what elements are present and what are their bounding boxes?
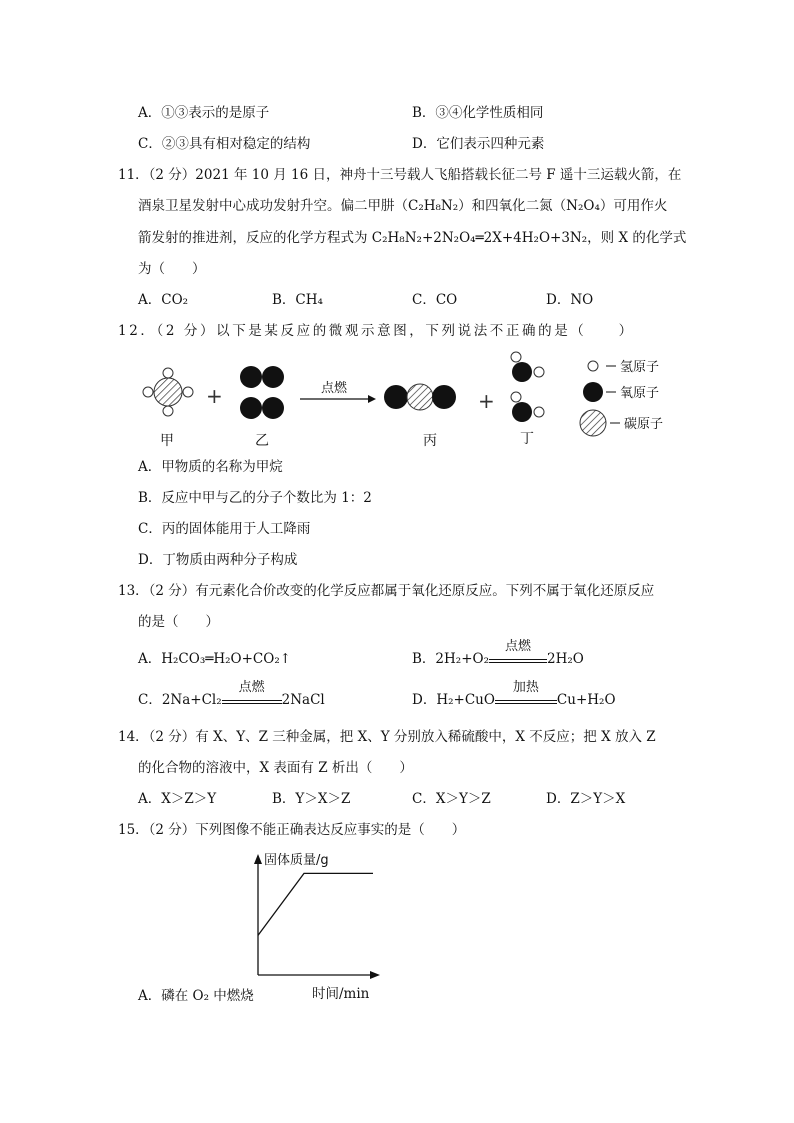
q14-option-d: D．Z＞Y＞X [546,791,626,807]
q13-option-a: A．H₂CO₃═H₂O+CO₂↑ [138,651,292,667]
q14-option-b: B．Y＞X＞Z [272,791,351,807]
double-bar [495,700,557,704]
q14-option-c: C．X＞Y＞Z [412,791,491,807]
q11-stem-line1: 11．（2 分）2021 年 10 月 16 日，神舟十三号载人飞船搭载长征二号 F 遥十三运载火箭，在 [118,167,682,183]
q10-option-c: C．②③具有相对稳定的结构 [138,136,311,152]
x-axis-arrow [370,971,380,979]
q11-option-c: C．CO [412,292,458,308]
q13-d-products: Cu+H₂O [556,692,616,708]
q13-b-products: 2H₂O [547,651,584,667]
q13-b-reactants: B．2H₂+O₂ [412,651,489,667]
double-bar [489,659,547,663]
q13-d-reactants: D．H₂+CuO [412,692,495,708]
molecule-bing [384,384,456,410]
q13-b-condition: 点燃 [504,639,531,654]
plus-sign-2: + [478,389,495,413]
reaction-condition [495,680,557,704]
q15-chart [240,848,390,1003]
molecule-jia [143,368,193,416]
label-yi: 乙 [255,433,269,449]
q11-stem-line3: 箭发射的推进剂，反应的化学方程式为 C₂H₈N₂+2N₂O₄═2X+4H₂O+3N₂，则 X 的化学式 [138,230,687,246]
y-axis-label: 固体质量/g [264,853,329,868]
q11-stem-line2: 酒泉卫星发射中心成功发射升空。偏二甲肼（C₂H₈N₂）和四氧化二氮（N₂O₄）可用作火 [138,198,668,214]
q11-option-d: D．NO [546,292,594,308]
label-ding: 丁 [520,431,534,447]
q15-stem: 15．（2 分）下列图像不能正确表达反应事实的是（ ） [118,822,466,838]
reaction-condition [222,680,282,704]
molecule-ding [511,352,544,422]
reaction-condition [489,639,547,663]
label-jia: 甲 [160,433,174,449]
y-axis-arrow [254,854,262,864]
legend-carbon: 碳原子 [624,417,664,432]
q13-stem-line1: 13．（2 分）有元素化合价改变的化学反应都属于氧化还原反应。下列不属于氧化还原反应 [118,583,655,599]
q11-stem-line4: 为（ ） [138,261,206,277]
q12-stem: 12．（2 分）以下是某反应的微观示意图，下列说法不正确的是（ ） [118,323,635,339]
q10-option-d: D．它们表示四种元素 [412,136,545,152]
plus-sign-1: + [206,384,223,408]
q12-option-a: A．甲物质的名称为甲烷 [138,459,283,475]
q14-stem-line1: 14．（2 分）有 X、Y、Z 三种金属，把 X、Y 分别放入稀硫酸中，X 不反应；把 X 放入 Z [118,729,656,745]
q11-option-a: A．CO₂ [138,292,189,308]
q13-c-products: 2NaCl [281,692,325,708]
q11-option-b: B．CH₄ [272,292,323,308]
label-bing: 丙 [423,433,437,449]
series-line [258,873,373,935]
q13-option-d [412,680,616,710]
q13-c-condition: 点燃 [238,680,265,695]
q14-option-a: A．X＞Z＞Y [138,791,217,807]
q13-d-condition: 加热 [512,680,539,695]
legend-oxygen: 氧原子 [620,386,660,401]
double-bar [222,700,282,704]
reaction-diagram [130,345,690,455]
legend-hydrogen: 氢原子 [620,360,660,375]
q13-option-c [138,680,325,710]
q14-stem-line2: 的化合物的溶液中，X 表面有 Z 析出（ ） [138,760,413,776]
q12-option-c: C．丙的固体能用于人工降雨 [138,521,311,537]
q12-option-b: B．反应中甲与乙的分子个数比为 1：2 [138,490,372,506]
q15-option-a: A．磷在 O₂ 中燃烧 [138,988,254,1004]
q12-option-d: D．丁物质由两种分子构成 [138,552,298,568]
q13-stem-line2: 的是（ ） [138,614,219,630]
x-axis-label: 时间/min [312,986,370,1002]
q10-option-b: B．③④化学性质相同 [412,105,544,121]
q10-option-a: A．①③表示的是原子 [138,105,270,121]
molecule-yi [240,366,284,419]
legend [580,360,663,436]
arrow-condition-label: 点燃 [321,381,348,396]
q13-c-reactants: C．2Na+Cl₂ [138,692,222,708]
q13-option-b [412,639,584,669]
